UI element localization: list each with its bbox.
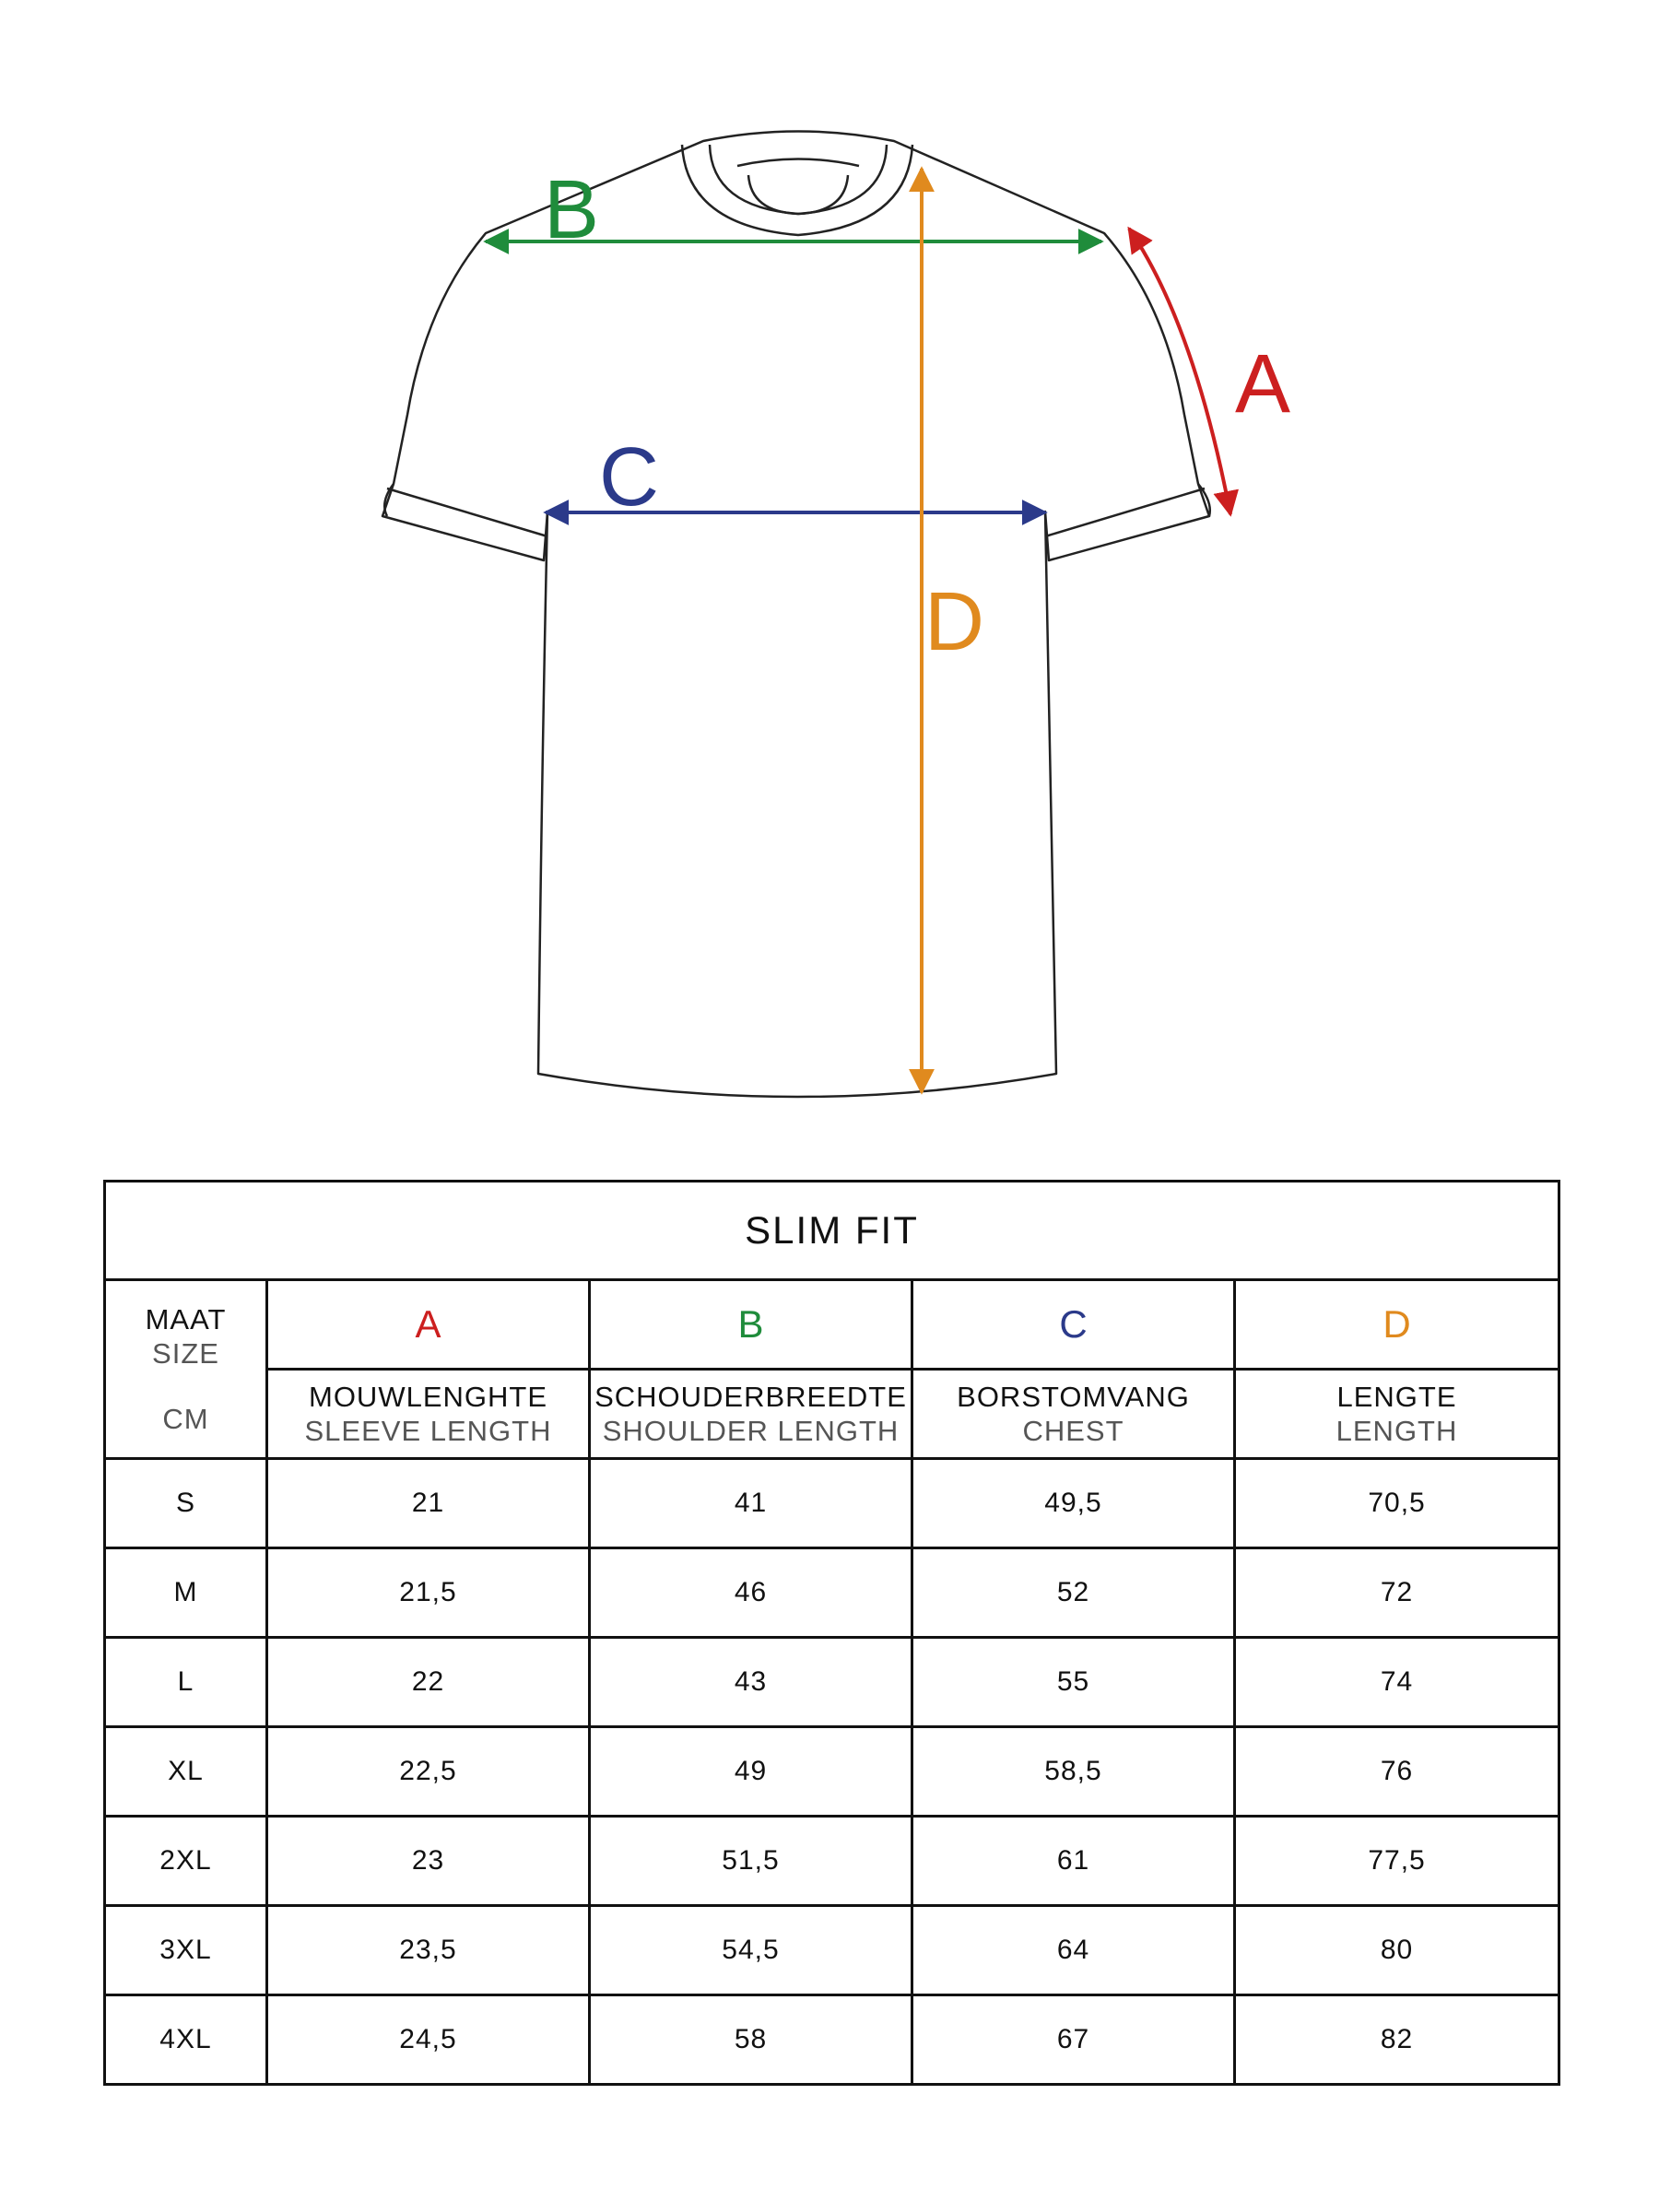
unit-label: CM: [162, 1403, 209, 1435]
size-chart-table: [103, 1180, 1560, 2086]
measurement-cell: 46: [590, 1548, 912, 1638]
left-sleeve-cuff: [384, 484, 547, 536]
column-header-a: [267, 1370, 590, 1459]
measurement-cell: 52: [912, 1548, 1235, 1638]
column-letter-a: A: [267, 1280, 590, 1370]
column-header-d: [1235, 1370, 1559, 1459]
column-letter-d: D: [1235, 1280, 1559, 1370]
size-cell: M: [105, 1548, 267, 1638]
measurement-cell: 72: [1235, 1548, 1559, 1638]
dimension-a-arrow: [1129, 229, 1230, 514]
column-name-nl: BORSTOMVANG: [957, 1381, 1190, 1413]
measurement-cell: 41: [590, 1459, 912, 1548]
column-name-en: SLEEVE LENGTH: [304, 1415, 552, 1447]
measurement-cell: 22,5: [267, 1727, 590, 1817]
measurement-cell: 23,5: [267, 1906, 590, 1995]
column-name-nl: LENGTE: [1336, 1381, 1457, 1413]
measurement-cell: 24,5: [267, 1995, 590, 2085]
size-cell: XL: [105, 1727, 267, 1817]
table-row: [105, 1459, 1559, 1548]
collar-inner: [710, 145, 887, 214]
measurement-cell: 49: [590, 1727, 912, 1817]
column-name-en: SHOULDER LENGTH: [602, 1415, 900, 1447]
column-name-nl: MOUWLENGHTE: [309, 1381, 547, 1413]
measurement-cell: 43: [590, 1638, 912, 1727]
measurement-cell: 21: [267, 1459, 590, 1548]
measurement-cell: 64: [912, 1906, 1235, 1995]
measurement-cell: 77,5: [1235, 1817, 1559, 1906]
table-row: [105, 1638, 1559, 1727]
size-cell: L: [105, 1638, 267, 1727]
size-cell: 3XL: [105, 1906, 267, 1995]
measurement-cell: 61: [912, 1817, 1235, 1906]
dimension-b-label: B: [544, 164, 600, 256]
column-header-c: [912, 1370, 1235, 1459]
dimension-a-label: A: [1235, 338, 1291, 430]
right-sleeve-cuff: [1045, 484, 1210, 536]
size-cell: 2XL: [105, 1817, 267, 1906]
measurement-cell: 80: [1235, 1906, 1559, 1995]
measurement-cell: 76: [1235, 1727, 1559, 1817]
column-name-en: LENGTH: [1335, 1415, 1458, 1447]
column-name-nl: SCHOUDERBREEDTE: [594, 1381, 907, 1413]
table-row: [105, 1548, 1559, 1638]
measurement-cell: 74: [1235, 1638, 1559, 1727]
measurement-cell: 51,5: [590, 1817, 912, 1906]
column-letter-b: B: [590, 1280, 912, 1370]
table-row: [105, 1906, 1559, 1995]
dimension-d-label: D: [924, 576, 984, 668]
collar-back: [737, 159, 859, 167]
table-row: [105, 1995, 1559, 2085]
table-row: [105, 1727, 1559, 1817]
size-header-nl: MAAT: [145, 1303, 227, 1335]
table-title: SLIM FIT: [105, 1182, 1559, 1280]
size-header-cell: [105, 1280, 267, 1459]
measurement-cell: 67: [912, 1995, 1235, 2085]
dimension-c-label: C: [599, 431, 659, 524]
column-name-en: CHEST: [1022, 1415, 1124, 1447]
size-header-en: SIZE: [152, 1337, 219, 1370]
measurement-cell: 21,5: [267, 1548, 590, 1638]
measurement-cell: 23: [267, 1817, 590, 1906]
measurement-cell: 49,5: [912, 1459, 1235, 1548]
size-cell: S: [105, 1459, 267, 1548]
size-cell: 4XL: [105, 1995, 267, 2085]
column-letter-c: C: [912, 1280, 1235, 1370]
measurement-cell: 54,5: [590, 1906, 912, 1995]
measurement-cell: 55: [912, 1638, 1235, 1727]
measurement-cell: 70,5: [1235, 1459, 1559, 1548]
table-row: [105, 1817, 1559, 1906]
tshirt-body: [382, 132, 1209, 1098]
measurement-cell: 22: [267, 1638, 590, 1727]
measurement-cell: 58,5: [912, 1727, 1235, 1817]
measurement-cell: 82: [1235, 1995, 1559, 2085]
tshirt-outline: [382, 132, 1210, 1098]
measurement-cell: 58: [590, 1995, 912, 2085]
size-rows: [105, 1459, 1559, 2085]
column-header-b: [590, 1370, 912, 1459]
